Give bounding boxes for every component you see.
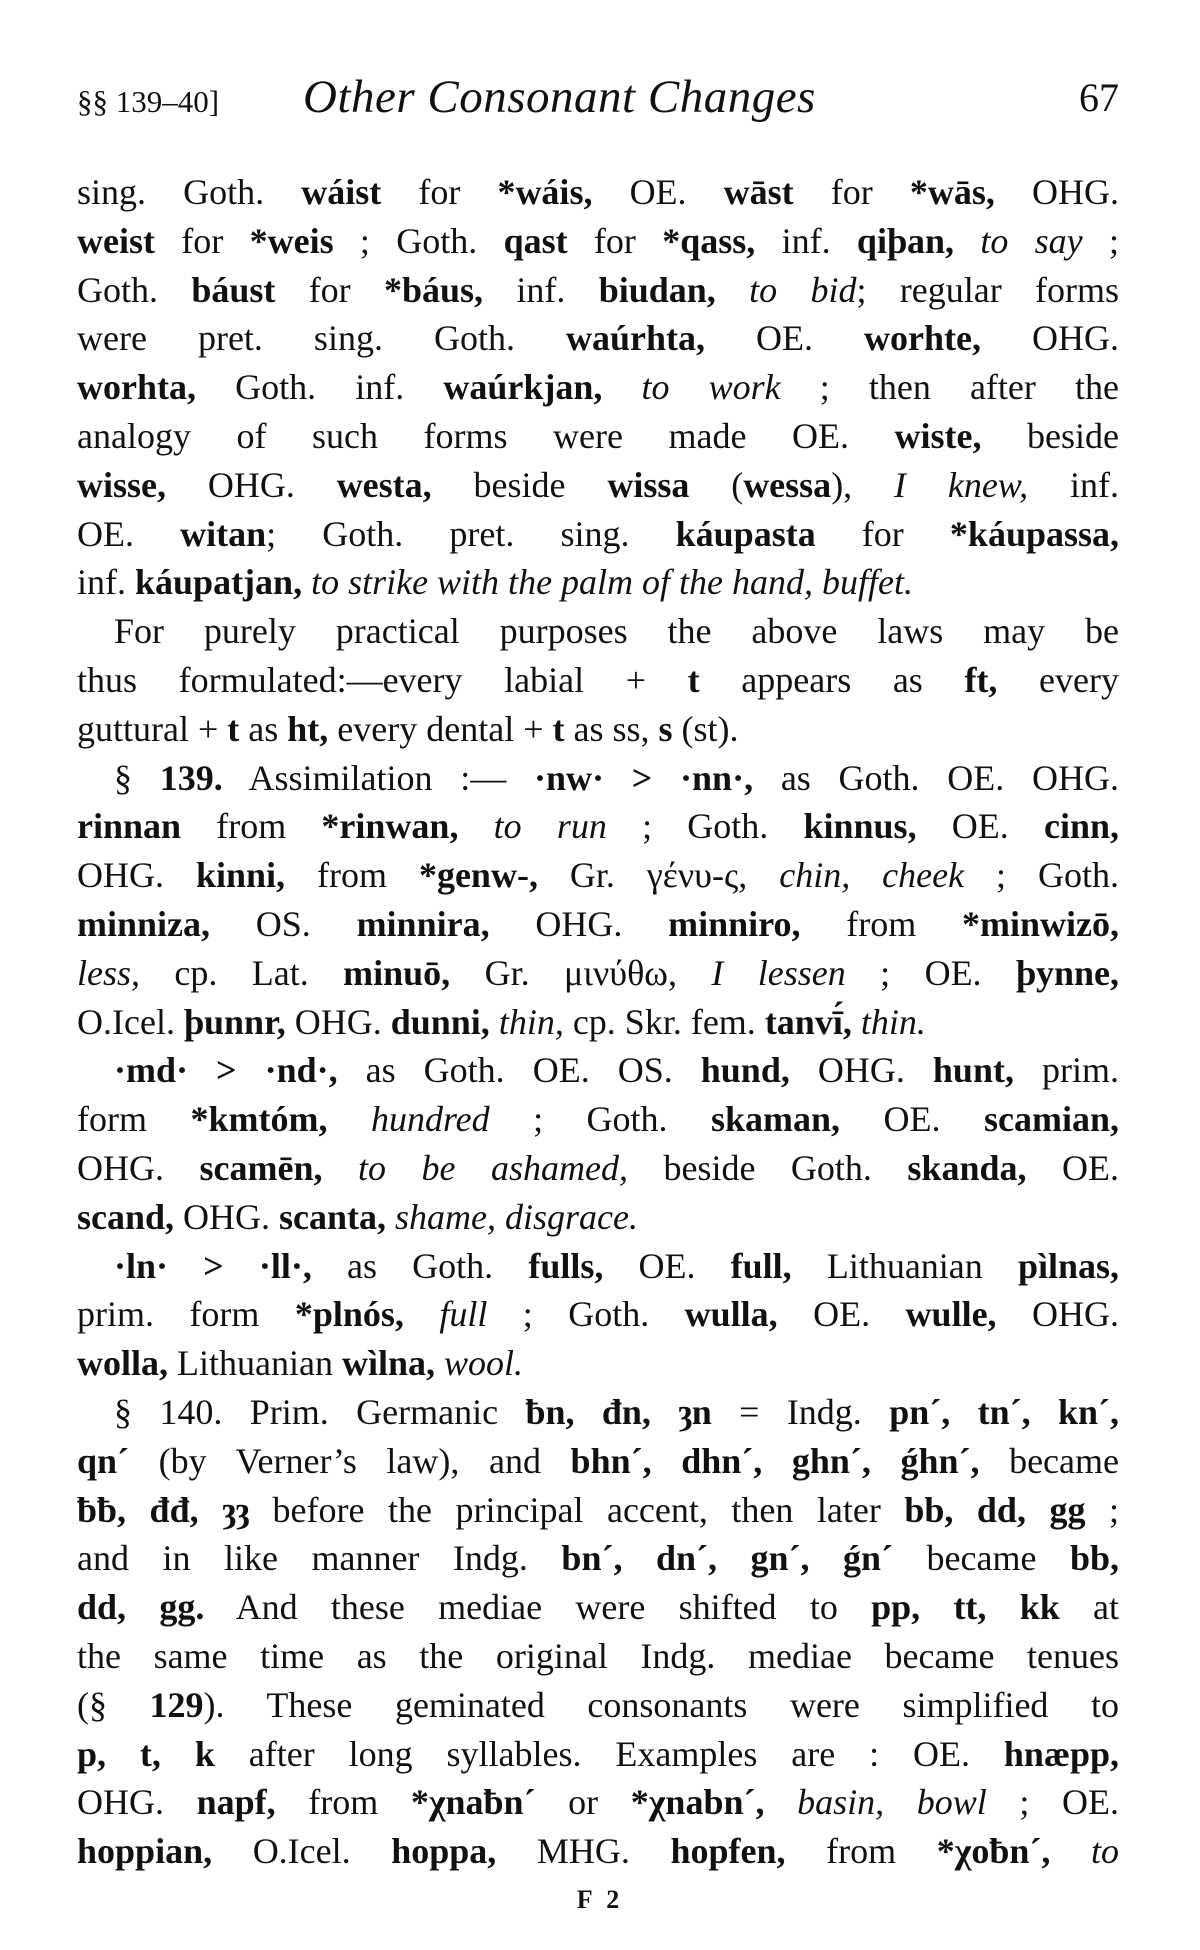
bold-term: *qass, bbox=[662, 220, 756, 261]
text-run: ; Goth. bbox=[333, 220, 504, 261]
text-line bbox=[77, 1730, 1119, 1779]
text-run: Gr. μινύθω, bbox=[450, 952, 712, 993]
bold-term: wiste, bbox=[894, 415, 982, 456]
text-line bbox=[77, 607, 1119, 656]
bold-term: witan bbox=[180, 513, 267, 554]
bold-term: rinnan bbox=[77, 806, 182, 847]
text-run: Gr. γένυ-ς, bbox=[537, 855, 780, 896]
text-run: OHG. bbox=[996, 1294, 1119, 1335]
text-line bbox=[77, 656, 1119, 705]
text-run: before the principal accent, then later bbox=[249, 1489, 905, 1530]
text-run bbox=[322, 1148, 358, 1188]
text-line bbox=[77, 1193, 1119, 1242]
running-title: Other Consonant Changes bbox=[303, 71, 816, 123]
text-run: sing. Goth. bbox=[77, 172, 302, 212]
text-run: or bbox=[535, 1782, 631, 1823]
text-line bbox=[77, 1388, 1119, 1437]
text-run: from bbox=[800, 903, 962, 944]
text-run: Goth. bbox=[77, 269, 192, 310]
text-run: OE. bbox=[77, 513, 181, 554]
bold-term: *wās, bbox=[909, 172, 995, 212]
text-run: cp. Lat. bbox=[140, 952, 344, 993]
bold-term: káupasta bbox=[675, 513, 816, 554]
text-run: O.Icel. bbox=[212, 1831, 392, 1872]
text-run: appears as bbox=[699, 659, 965, 700]
bold-term: wolla, bbox=[77, 1343, 169, 1384]
text-run bbox=[386, 1197, 395, 1237]
text-run: ; then after the bbox=[780, 367, 1119, 408]
text-line bbox=[77, 1583, 1119, 1632]
italic-gloss: to bbox=[1090, 1831, 1119, 1872]
text-line bbox=[77, 1681, 1119, 1730]
bold-term: *genw-, bbox=[418, 855, 538, 896]
text-run: every dental + bbox=[328, 708, 553, 749]
text-line bbox=[77, 461, 1119, 510]
text-run: for bbox=[154, 220, 250, 261]
bold-term: wáist bbox=[301, 172, 382, 212]
bold-term: skanda, bbox=[907, 1147, 1027, 1188]
text-run: as Goth. OE. OHG. bbox=[753, 757, 1119, 798]
text-run: cp. Skr. fem. bbox=[563, 1001, 765, 1042]
text-line bbox=[77, 510, 1119, 559]
bold-term: wisse, bbox=[77, 464, 166, 505]
text-line bbox=[77, 1095, 1119, 1144]
bold-term: scand, bbox=[77, 1196, 175, 1237]
text-run: OHG. bbox=[994, 172, 1119, 212]
text-run: = Indg. bbox=[711, 1391, 890, 1432]
text-line bbox=[77, 900, 1119, 949]
page-number: 67 bbox=[1079, 75, 1119, 120]
text-run bbox=[458, 806, 493, 846]
text-run: OHG. bbox=[174, 1196, 280, 1237]
bold-term: minnira, bbox=[356, 903, 490, 944]
text-run: beside bbox=[981, 415, 1119, 456]
bold-term: full, bbox=[730, 1245, 792, 1286]
bold-term: wessa bbox=[743, 464, 832, 505]
bold-term: westa, bbox=[336, 464, 432, 505]
text-run: OHG. bbox=[789, 1050, 933, 1091]
italic-gloss: basin, bowl bbox=[797, 1782, 987, 1823]
text-run: MHG. bbox=[496, 1831, 671, 1872]
italic-gloss: to work bbox=[641, 367, 781, 408]
bold-term: qiþan, bbox=[856, 220, 954, 261]
text-run: Lithuanian bbox=[791, 1245, 1018, 1286]
bold-term: worhte, bbox=[864, 318, 981, 359]
bold-term: þynne, bbox=[1015, 952, 1120, 993]
text-run: OHG. bbox=[285, 1001, 391, 1042]
text-run: and in like manner Indg. bbox=[77, 1538, 562, 1579]
text-run: became bbox=[979, 1440, 1119, 1481]
italic-gloss: shame, disgrace. bbox=[395, 1196, 638, 1237]
text-run: § bbox=[114, 757, 160, 798]
text-run: OHG. bbox=[77, 855, 196, 896]
italic-gloss: to say bbox=[980, 220, 1083, 261]
text-run: inf. bbox=[755, 220, 857, 261]
text-line bbox=[77, 802, 1119, 851]
bold-term: wìlna, bbox=[341, 1343, 435, 1384]
text-run: Lithuanian bbox=[168, 1343, 342, 1384]
text-line bbox=[77, 754, 1119, 803]
bold-term: dunni, bbox=[390, 1001, 490, 1042]
text-line bbox=[77, 1437, 1119, 1486]
text-run: from bbox=[785, 1831, 937, 1872]
text-line bbox=[77, 1534, 1119, 1583]
text-line bbox=[77, 412, 1119, 461]
bold-term: káupatjan, bbox=[135, 562, 303, 603]
bold-term: bb, dd, gg bbox=[904, 1489, 1086, 1530]
bold-term: fulls, bbox=[528, 1245, 604, 1286]
text-run: ), bbox=[831, 464, 895, 505]
text-line bbox=[77, 1339, 1119, 1388]
text-run: OE. bbox=[592, 172, 724, 212]
text-run: For purely practical purposes the above laws may be bbox=[114, 611, 1119, 652]
text-run: form bbox=[77, 1099, 191, 1140]
bold-term: t bbox=[552, 708, 565, 749]
bold-term: ·md· > ·nd·, bbox=[114, 1050, 338, 1091]
bold-term: 129 bbox=[149, 1684, 204, 1725]
text-run: beside bbox=[431, 464, 608, 505]
bold-term: minniza, bbox=[77, 903, 211, 944]
text-run: prim. bbox=[1013, 1050, 1119, 1091]
text-run: OHG. bbox=[980, 318, 1119, 359]
text-run: ( bbox=[689, 464, 744, 505]
bold-term: weist bbox=[77, 220, 155, 261]
body-text bbox=[77, 168, 1119, 1876]
text-run bbox=[602, 367, 641, 407]
text-run: (§ bbox=[77, 1684, 150, 1725]
bold-term: wulle, bbox=[905, 1294, 997, 1335]
bold-term: t bbox=[227, 708, 240, 749]
text-run: And these mediae were shifted to bbox=[204, 1587, 872, 1628]
text-run: OE. bbox=[840, 1099, 984, 1140]
text-run: for bbox=[381, 172, 498, 212]
bold-term: pn´, tn´, kn´, bbox=[889, 1391, 1119, 1432]
text-run: OHG. bbox=[77, 1782, 197, 1823]
bold-term: wissa bbox=[607, 464, 690, 505]
text-run: as ss, bbox=[564, 708, 659, 749]
text-line bbox=[77, 851, 1119, 900]
text-run bbox=[302, 562, 311, 602]
bold-term: cinn, bbox=[1043, 806, 1119, 847]
text-run: ; Goth. bbox=[487, 1294, 685, 1335]
italic-gloss: less, bbox=[77, 952, 140, 993]
text-run bbox=[404, 1294, 439, 1334]
text-run: OHG. bbox=[489, 903, 669, 944]
bold-term: ht, bbox=[287, 708, 329, 749]
text-run: for bbox=[793, 172, 910, 212]
bold-term: hoppa, bbox=[391, 1831, 497, 1872]
bold-term: kinni, bbox=[195, 855, 286, 896]
bold-term: *weis bbox=[249, 220, 334, 261]
text-run: Goth. inf. bbox=[196, 367, 444, 408]
text-line bbox=[77, 1144, 1119, 1193]
text-run bbox=[764, 1782, 797, 1822]
text-run: § 140. Prim. Germanic bbox=[114, 1391, 526, 1432]
text-run: Assimilation :— bbox=[222, 757, 534, 798]
text-run: O.Icel. bbox=[77, 1001, 184, 1042]
bold-term: pìlnas, bbox=[1017, 1245, 1119, 1286]
text-run: ; bbox=[1085, 1489, 1119, 1530]
text-run: from bbox=[285, 855, 419, 896]
bold-term: *minwizō, bbox=[962, 903, 1119, 944]
text-run: OHG. bbox=[166, 464, 337, 505]
bold-term: waúrkjan, bbox=[443, 367, 603, 408]
text-run: beside Goth. bbox=[627, 1147, 908, 1188]
bold-term: hoppian, bbox=[77, 1831, 213, 1872]
text-line bbox=[77, 705, 1119, 754]
text-run: as bbox=[239, 708, 288, 749]
bold-term: qast bbox=[503, 220, 568, 261]
bold-term: *báus, bbox=[384, 269, 484, 310]
bold-term: tanvī́, bbox=[764, 1001, 852, 1042]
text-run: as Goth. bbox=[311, 1245, 529, 1286]
bold-term: wāst bbox=[723, 172, 794, 212]
bold-term: scanta, bbox=[279, 1196, 387, 1237]
text-line bbox=[77, 1632, 1119, 1681]
text-run: from bbox=[275, 1782, 411, 1823]
bold-term: *rinwan, bbox=[321, 806, 459, 847]
text-run: the same time as the original Indg. mediae became tenues bbox=[77, 1635, 1119, 1676]
bold-term: ·nw· > ·nn·, bbox=[534, 757, 754, 798]
text-run: inf. bbox=[1028, 464, 1119, 505]
italic-gloss: to bid bbox=[749, 269, 857, 310]
italic-gloss: I knew, bbox=[894, 464, 1029, 505]
text-run: prim. form bbox=[77, 1294, 295, 1335]
text-run: for bbox=[567, 220, 663, 261]
text-run bbox=[1050, 1831, 1091, 1871]
text-line bbox=[77, 168, 1119, 217]
bold-term: *káupassa, bbox=[949, 513, 1120, 554]
bold-term: ƀn, đn, ȝn bbox=[525, 1391, 712, 1432]
text-run: (st). bbox=[672, 708, 739, 749]
italic-gloss: I lessen bbox=[711, 952, 846, 993]
bold-term: *χnaƀn´ bbox=[410, 1782, 536, 1823]
text-run: as Goth. OE. OS. bbox=[337, 1050, 701, 1091]
italic-gloss: chin, cheek bbox=[779, 855, 965, 896]
text-run: OS. bbox=[210, 903, 357, 944]
text-run: ; OE. bbox=[986, 1782, 1119, 1823]
italic-gloss: thin, bbox=[498, 1001, 564, 1042]
bold-term: wulla, bbox=[684, 1294, 778, 1335]
bold-term: worhta, bbox=[77, 367, 196, 408]
bold-term: bn´, dn´, gn´, ǵn´ bbox=[561, 1538, 894, 1579]
text-run: guttural + bbox=[77, 708, 228, 749]
italic-gloss: wool. bbox=[444, 1343, 524, 1384]
text-line bbox=[77, 1778, 1119, 1827]
text-line bbox=[77, 558, 1119, 607]
bold-term: scamēn, bbox=[199, 1147, 323, 1188]
text-run bbox=[490, 1002, 499, 1042]
text-line bbox=[77, 1046, 1119, 1095]
text-line bbox=[77, 1290, 1119, 1339]
text-run: OE. bbox=[603, 1245, 731, 1286]
bold-term: *kmtóm, bbox=[190, 1099, 328, 1140]
bold-term: p, t, k bbox=[77, 1733, 215, 1774]
text-run: analogy of such forms were made OE. bbox=[77, 415, 895, 456]
bold-term: hopfen, bbox=[670, 1831, 786, 1872]
text-run: ; Goth. bbox=[964, 855, 1120, 896]
text-line bbox=[77, 1242, 1119, 1291]
bold-term: biudan, bbox=[598, 269, 716, 310]
bold-term: hund, bbox=[700, 1050, 790, 1091]
bold-term: minuō, bbox=[343, 952, 451, 993]
bold-term: *χnabn´, bbox=[630, 1782, 765, 1823]
text-line bbox=[77, 998, 1119, 1047]
bold-term: *wáis, bbox=[497, 172, 593, 212]
bold-term: hnæpp, bbox=[1003, 1733, 1119, 1774]
italic-gloss: full bbox=[439, 1294, 488, 1335]
bold-term: t bbox=[687, 659, 700, 700]
text-run: after long syllables. Examples are : OE. bbox=[214, 1733, 1004, 1774]
bold-term: dd, gg. bbox=[77, 1587, 205, 1628]
text-run: thus formulated:—every labial + bbox=[77, 659, 688, 700]
italic-gloss: hundred bbox=[370, 1099, 490, 1140]
text-run: from bbox=[181, 806, 322, 847]
italic-gloss: to strike with the palm of the hand, buffet. bbox=[311, 562, 914, 603]
text-run: OHG. bbox=[77, 1147, 200, 1188]
italic-gloss: to run bbox=[493, 806, 607, 847]
bold-term: þunnr, bbox=[183, 1001, 286, 1042]
bold-term: s bbox=[658, 708, 673, 749]
text-run: were pret. sing. Goth. bbox=[77, 318, 566, 359]
text-run: every bbox=[997, 659, 1120, 700]
signature-mark: F 2 bbox=[576, 1885, 624, 1914]
text-line bbox=[77, 266, 1119, 315]
bold-term: scamian, bbox=[984, 1099, 1119, 1140]
text-run: for bbox=[275, 269, 384, 310]
text-run: OE. bbox=[1026, 1147, 1119, 1188]
text-run bbox=[716, 270, 749, 310]
text-run bbox=[327, 1099, 370, 1139]
section-reference: §§ 139–40] bbox=[77, 84, 220, 119]
text-line bbox=[77, 1827, 1119, 1876]
bold-term: minniro, bbox=[668, 903, 801, 944]
text-run: became bbox=[893, 1538, 1070, 1579]
bold-term: kinnus, bbox=[803, 806, 917, 847]
text-run: at bbox=[1059, 1587, 1120, 1628]
text-line bbox=[77, 949, 1119, 998]
text-run: ). These geminated consonants were simplified to bbox=[203, 1684, 1119, 1725]
text-run: inf. bbox=[77, 562, 135, 603]
bold-term: qn´ bbox=[77, 1440, 130, 1481]
text-run bbox=[954, 221, 980, 261]
italic-gloss: thin. bbox=[860, 1001, 926, 1042]
text-line bbox=[77, 314, 1119, 363]
bold-term: ƀƀ, đđ, ȝȝ bbox=[77, 1489, 250, 1530]
text-run: ; regular forms bbox=[856, 269, 1120, 310]
bold-term: 139. bbox=[159, 757, 223, 798]
text-line bbox=[77, 217, 1119, 266]
text-run: ; Goth. pret. sing. bbox=[266, 513, 676, 554]
italic-gloss: to be ashamed, bbox=[357, 1147, 628, 1188]
text-run: ; Goth. bbox=[489, 1099, 712, 1140]
text-run bbox=[852, 1002, 861, 1042]
bold-term: *plnós, bbox=[294, 1294, 404, 1335]
text-run: OE. bbox=[777, 1294, 906, 1335]
bold-term: ft, bbox=[964, 659, 998, 700]
text-run: ; OE. bbox=[845, 952, 1016, 993]
text-run: OE. bbox=[704, 318, 864, 359]
bold-term: báust bbox=[191, 269, 276, 310]
bold-term: pp, tt, kk bbox=[871, 1587, 1060, 1628]
bold-term: *χoƀn´, bbox=[936, 1831, 1051, 1872]
bold-term: waúrhta, bbox=[565, 318, 705, 359]
text-run: inf. bbox=[483, 269, 599, 310]
bold-term: hunt, bbox=[932, 1050, 1014, 1091]
text-run: OE. bbox=[916, 806, 1044, 847]
text-line bbox=[77, 363, 1119, 412]
bold-term: skaman, bbox=[711, 1099, 841, 1140]
bold-term: bhn´, dhn´, ghn´, ǵhn´, bbox=[570, 1440, 980, 1481]
text-line bbox=[77, 1486, 1119, 1535]
text-run: for bbox=[815, 513, 950, 554]
running-header bbox=[77, 70, 1119, 130]
bold-term: napf, bbox=[196, 1782, 276, 1823]
text-run: ; Goth. bbox=[606, 806, 804, 847]
bold-term: ·ln· > ·ll·, bbox=[114, 1245, 312, 1286]
text-run: ; bbox=[1082, 220, 1119, 261]
text-run bbox=[435, 1343, 444, 1383]
bold-term: bb, bbox=[1069, 1538, 1119, 1579]
text-run: (by Verner’s law), and bbox=[129, 1440, 571, 1481]
